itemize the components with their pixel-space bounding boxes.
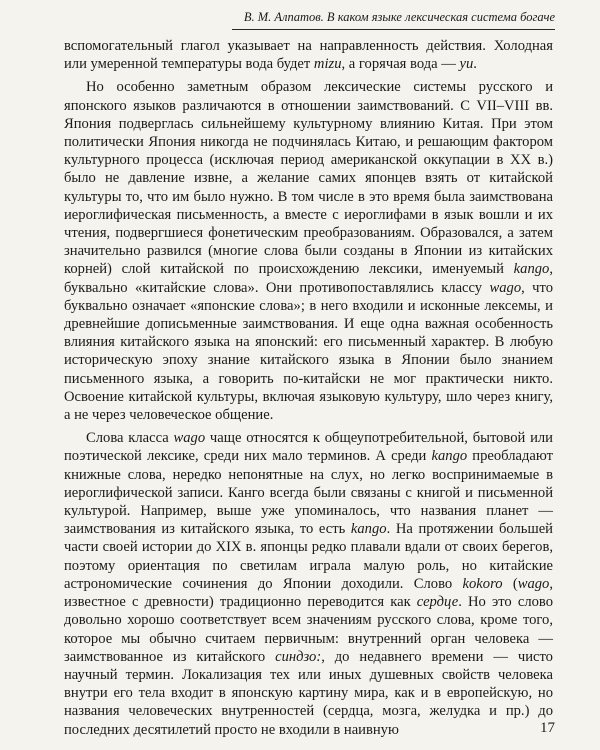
italic-term: kango: [513, 261, 550, 278]
page-number: 17: [540, 720, 555, 736]
text-run: , до недавнего времени — чисто научный термин. Локализация тех или иных душевных свойств человека внутри его тела входит в японскую картину мира, как и в европейскую, но названия человеческих внутренностей (сердца, мозга, желудка и пр.) до последних десятилетий просто не входили в наивную: [64, 648, 553, 738]
italic-term: kokoro: [462, 575, 503, 592]
italic-term: wago: [517, 575, 550, 592]
text-run: Слова класса: [86, 430, 174, 447]
italic-term: wago: [489, 279, 522, 296]
text-run: .: [473, 56, 477, 73]
running-head: [232, 10, 555, 30]
text-run: вспомогательный глагол указывает на направленность действия. Холодная или умеренной температуры вода будет: [64, 38, 553, 73]
text-run: чаще относятся к общеупотребительной, бытовой или поэтической лексике, среди них мало терминов. А среди: [64, 430, 553, 465]
paragraph: [64, 429, 553, 738]
text-run: , а горячая вода —: [341, 56, 460, 73]
italic-term: kango: [431, 448, 468, 465]
body-text: [64, 37, 553, 739]
paragraph: [64, 78, 553, 424]
text-run: . На протяжении большей части своей истории до XIX в. японцы редко плавали вдали от своих берегов, поэтому ориентация по светилам играла малую роль, но китайские астрономические сочинения до Японии доходили. Слово: [64, 521, 553, 592]
italic-term: yu: [459, 56, 474, 73]
paragraph: [64, 37, 553, 73]
italic-term: wago: [173, 430, 206, 447]
italic-term: сердце: [416, 594, 459, 611]
italic-term: mizu: [313, 56, 342, 73]
text-run: (: [502, 575, 518, 592]
text-run: Но особенно заметным образом лексические системы русского и японского языков различаются в отношении заимствований. С VII–VIII вв. Япония подверглась сильнейшему культурному влиянию Китая. При этом политически Япония никогда не подчинялась Китаю, и решающим фактором культурного процесса (исключая период американской оккупации в XX в.) было не давление извне, а желание самих японцев взять от китайской культуры то, что им было нужно. В том числе в это время была заимствована иероглифическая письменность, а вместе с иероглифами в язык вошли и их чтения, подвергшиеся фонетическим преобразованиям. Образовался, а затем значительно развился (многие слова были созданы в Японии из китайских корней) слой китайской по происхождению лексики, именуемый: [64, 79, 553, 278]
running-head-text: В. М. Алпатов. В каком языке лексическая система богаче: [243, 10, 555, 24]
text-run: . Но это слово довольно хорошо соответствует всем значениям русского слова, кроме того, которое мы обычно считаем первичным: внутренний орган человека — заимствованное из китайского: [64, 594, 553, 665]
text-run: , что буквально означает «японские слова»; в него входили и исконные лексемы, и древнейшие дописьменные заимствования. И еще одна важная особенность влияния китайского языка на японский: его письменный характер. В любую историческую эпоху знание китайского языка в Японии было знанием письменного языка, а говорить по-китайски не мог практически никто. Освоение китайской культуры, включая языковую культуру, шло через книгу, а не через человеческое общение.: [64, 279, 553, 424]
text-run: , известное с древности) традиционно переводится как: [64, 575, 553, 611]
italic-term: kango: [350, 521, 387, 538]
italic-term: синдзо:: [275, 648, 322, 665]
text-run: , буквально «китайские слова». Они противопоставлялись классу: [64, 261, 553, 296]
text-run: преобладают книжные слова, нередко непонятные на слух, но легко воспринимаемые в иероглифической записи. Канго всегда были связаны с книгой и письменной культурой. Например, выше уже упоминалось, что названия планет — заимствования из китайского языка, то есть: [64, 448, 553, 538]
